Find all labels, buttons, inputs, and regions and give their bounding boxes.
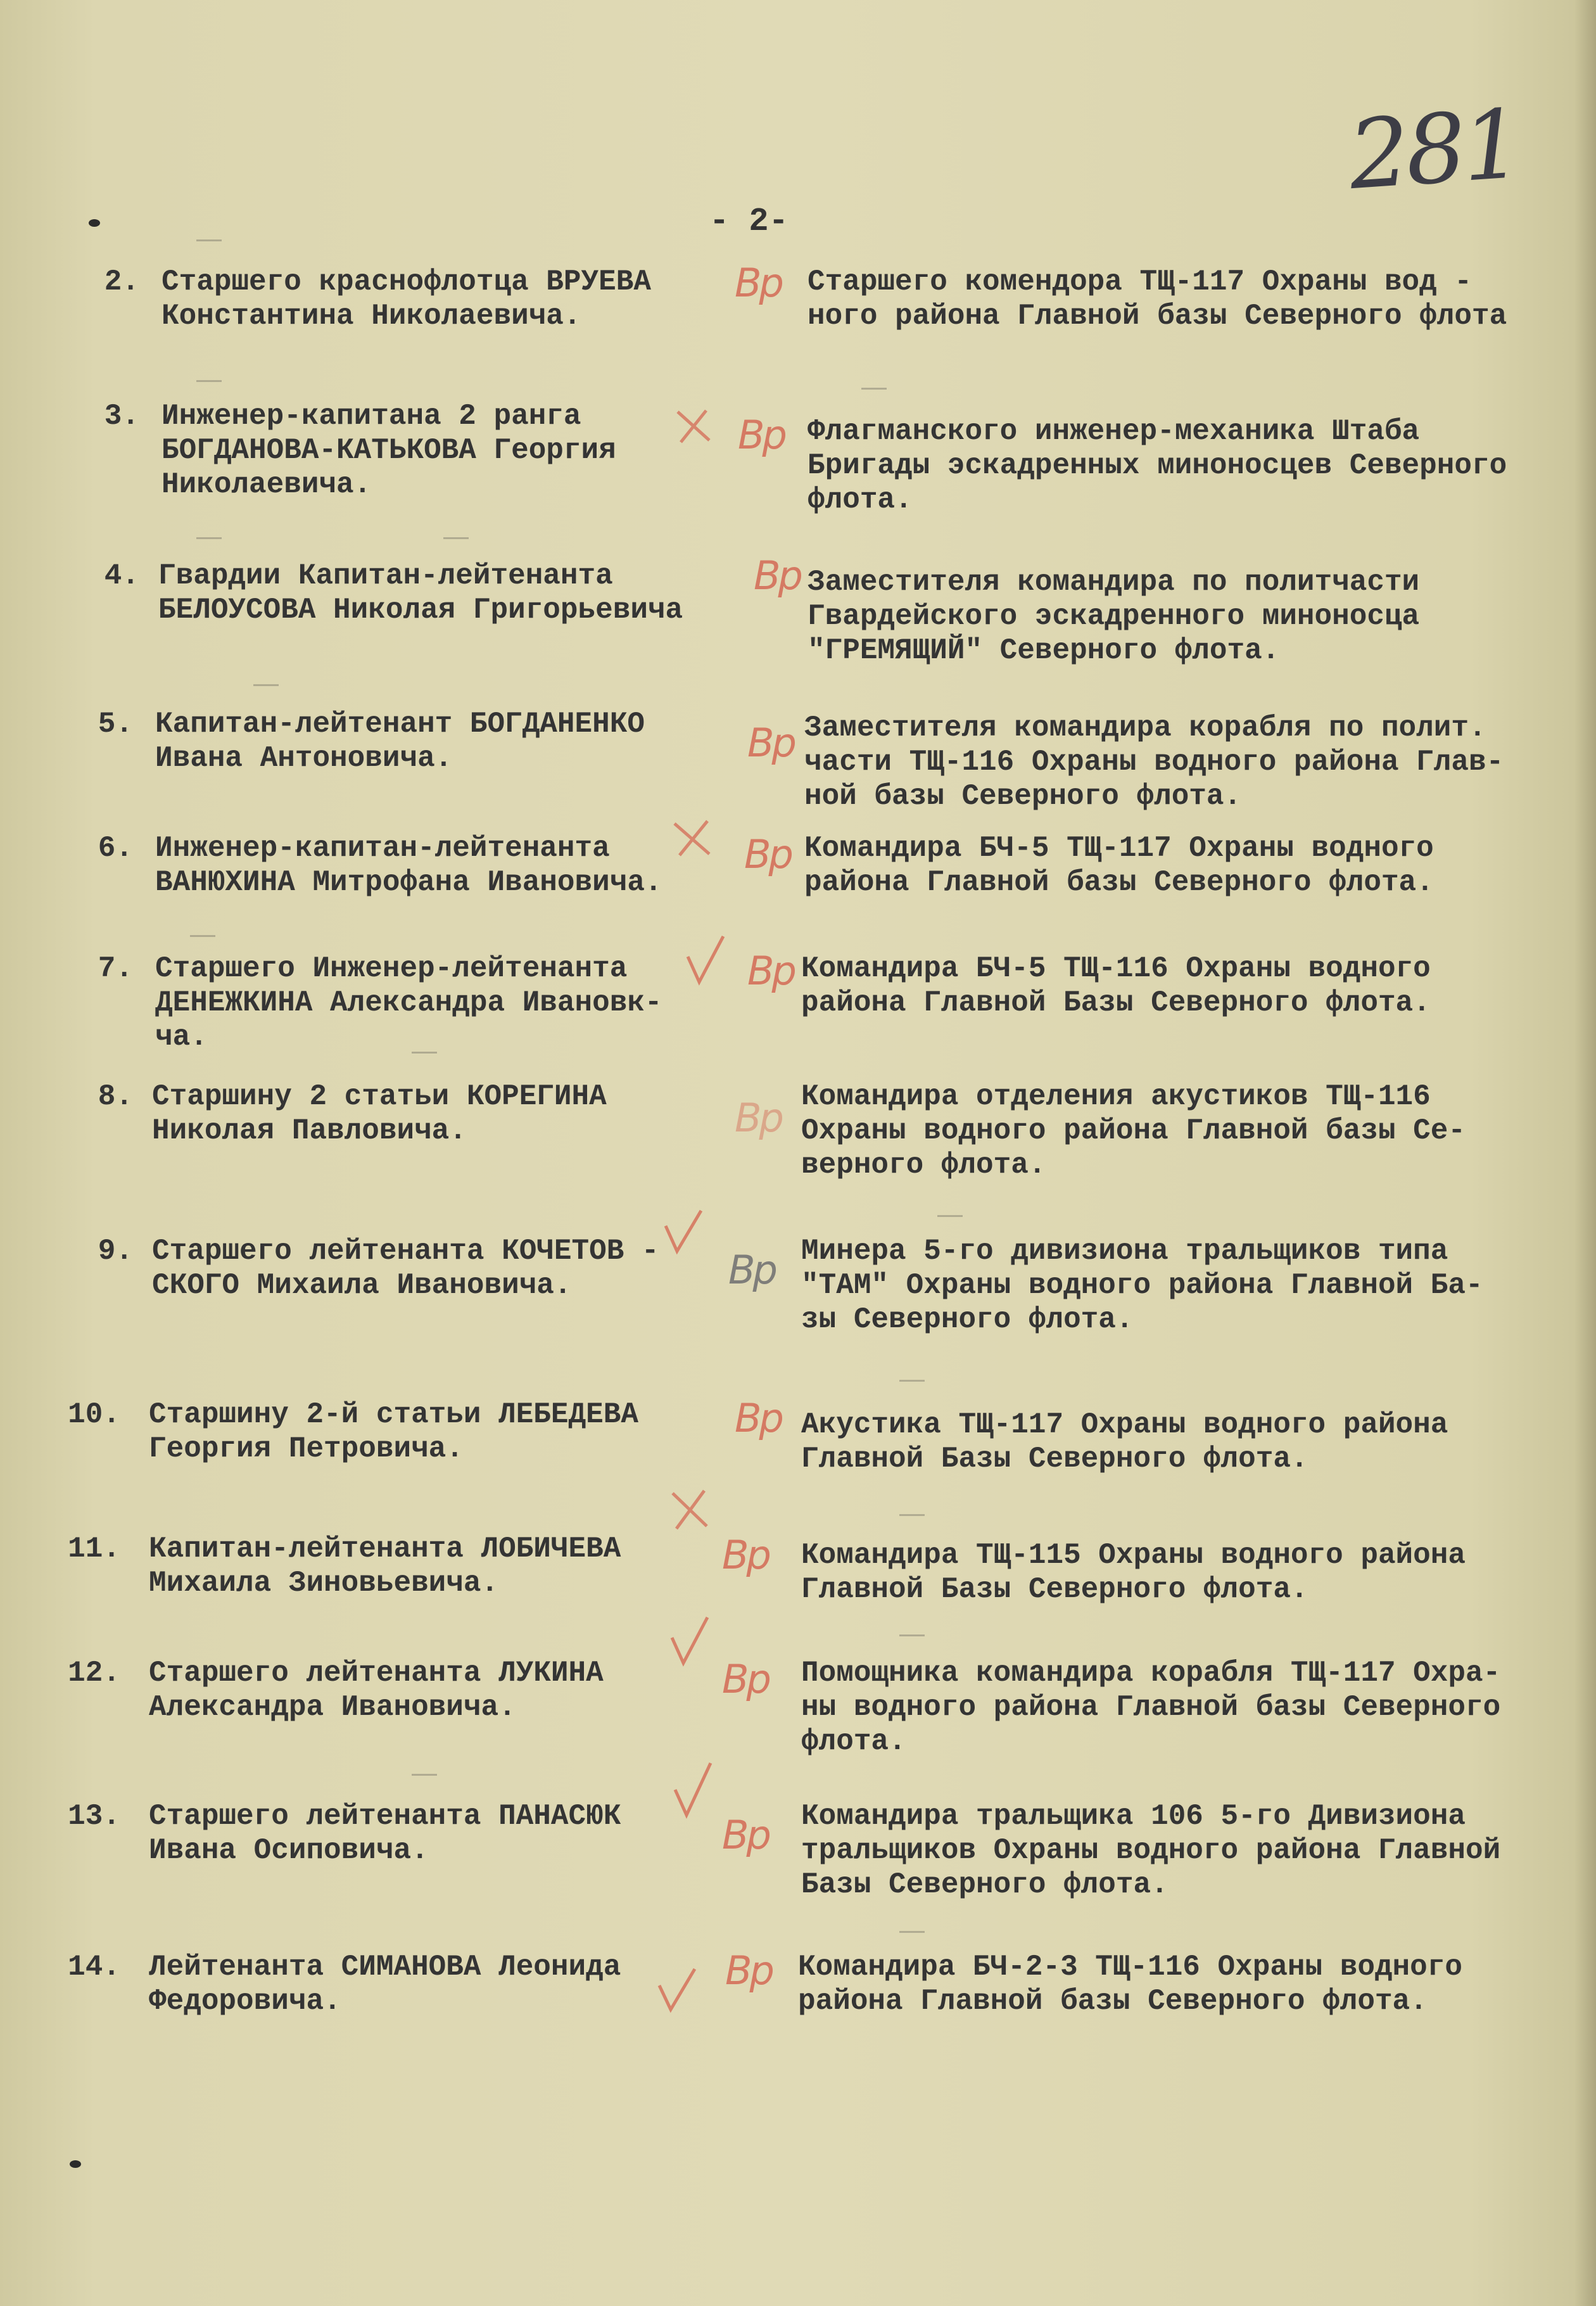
- separator: [412, 1774, 437, 1776]
- entry-number: 8.: [98, 1080, 133, 1113]
- approval-mark: Вр: [722, 1812, 769, 1858]
- entry-name: Лейтенанта СИМАНОВА Леонида Федоровича.: [149, 1951, 621, 2018]
- page-number: - 2-: [709, 203, 788, 240]
- entry-number: 14.: [68, 1951, 120, 1984]
- entry-number: 3.: [104, 400, 139, 433]
- entry-number: 9.: [98, 1235, 133, 1268]
- entry-name: Старшего Инженер-лейтенанта ДЕНЕЖКИНА Александра Ивановк- ча.: [155, 952, 662, 1054]
- approval-mark: Вр: [728, 1247, 775, 1293]
- separator: [899, 1380, 925, 1382]
- entry-position: Заместителя командира корабля по полит. части ТЩ-116 Охраны водного района Глав- ной базы Северного флота.: [804, 711, 1504, 813]
- approval-mark: Вр: [744, 831, 791, 877]
- cross-mark-icon: [671, 405, 716, 450]
- approval-mark: Вр: [735, 1095, 782, 1141]
- entry-name: Инженер-капитана 2 ранга БОГДАНОВА-КАТЬКОВА Георгия Николаевича.: [162, 400, 616, 501]
- entry-name: Инженер-капитан-лейтенанта ВАНЮХИНА Митрофана Ивановича.: [155, 832, 662, 899]
- entry-number: 12.: [68, 1657, 120, 1690]
- approval-mark: Вр: [747, 720, 794, 766]
- entry-number: 13.: [68, 1800, 120, 1833]
- separator: [196, 239, 222, 241]
- entry-position: Помощника командира корабля ТЩ-117 Охра- ны водного района Главной базы Северного флота.: [801, 1657, 1501, 1758]
- entry-number: 10.: [68, 1398, 120, 1431]
- check-mark-icon: [662, 1207, 706, 1258]
- entry-position: Минера 5-го дивизиона тральщиков типа "ТАМ" Охраны водного района Главной Ба- зы Северного флота.: [801, 1235, 1483, 1336]
- approval-mark: Вр: [725, 1947, 772, 1994]
- check-mark-icon: [656, 1964, 700, 2015]
- entry-position: Командира тральщика 106 5-го Дивизиона тральщиков Охраны водного района Главной Базы Северного флота.: [801, 1800, 1501, 1901]
- separator: [190, 935, 215, 937]
- approval-mark: Вр: [747, 948, 794, 994]
- check-mark-icon: [684, 931, 728, 988]
- entry-number: 11.: [68, 1532, 120, 1565]
- check-mark-icon: [671, 1758, 716, 1821]
- entry-number: 5.: [98, 708, 133, 741]
- separator: [443, 537, 469, 539]
- separator: [899, 1634, 925, 1636]
- check-mark-icon: [668, 1612, 712, 1669]
- approval-mark: Вр: [754, 552, 801, 599]
- entry-number: 4.: [104, 559, 139, 592]
- separator: [937, 1215, 963, 1217]
- entry-name: Капитан-лейтенант БОГДАНЕНКО Ивана Антоновича.: [155, 708, 645, 775]
- entry-position: Старшего комендора ТЩ-117 Охраны вод - ного района Главной базы Северного флота: [808, 265, 1507, 333]
- separator: [899, 1514, 925, 1516]
- entry-position: Флагманского инженер-механика Штаба Бригады эскадренных миноносцев Северного флота.: [808, 415, 1507, 516]
- entry-position: Командира БЧ-2-3 ТЩ-116 Охраны водного района Главной базы Северного флота.: [798, 1951, 1462, 2018]
- entry-name: Старшего лейтенанта ЛУКИНА Александра Ивановича.: [149, 1657, 604, 1724]
- entry-position: Заместителя командира по политчасти Гвардейского эскадренного миноносца "ГРЕМЯЩИЙ" Северного флота.: [808, 566, 1420, 667]
- entry-position: Командира БЧ-5 ТЩ-117 Охраны водного района Главной базы Северного флота.: [804, 832, 1434, 899]
- approval-mark: Вр: [735, 260, 782, 306]
- margin-mark: [70, 2160, 81, 2168]
- approval-mark: Вр: [735, 1395, 782, 1441]
- separator: [253, 684, 279, 686]
- cross-mark-icon: [668, 817, 719, 862]
- separator: [196, 537, 222, 539]
- entry-number: 6.: [98, 832, 133, 865]
- approval-mark: Вр: [722, 1532, 769, 1578]
- entry-number: 2.: [104, 265, 139, 298]
- margin-mark: [89, 219, 100, 227]
- entry-position: Акустика ТЩ-117 Охраны водного района Главной Базы Северного флота.: [801, 1408, 1448, 1475]
- entry-position: Командира ТЩ-115 Охраны водного района Главной Базы Северного флота.: [801, 1539, 1466, 1606]
- separator: [412, 1052, 437, 1054]
- approval-mark: Вр: [722, 1656, 769, 1702]
- entry-position: Командира отделения акустиков ТЩ-116 Охраны водного района Главной базы Се- верного флота.: [801, 1080, 1466, 1182]
- separator: [196, 380, 222, 382]
- entry-number: 7.: [98, 952, 133, 985]
- approval-mark: Вр: [738, 412, 785, 458]
- entry-name: Старшего лейтенанта ПАНАСЮК Ивана Осиповича.: [149, 1800, 621, 1867]
- entry-name: Старшего лейтенанта КОЧЕТОВ - СКОГО Михаила Ивановича.: [152, 1235, 659, 1302]
- entry-position: Командира БЧ-5 ТЩ-116 Охраны водного района Главной Базы Северного флота.: [801, 952, 1431, 1019]
- entry-name: Старшего краснофлотца ВРУЕВА Константина Николаевича.: [162, 265, 651, 333]
- separator: [899, 1931, 925, 1933]
- folio-number: 281: [1345, 89, 1523, 212]
- entry-name: Гвардии Капитан-лейтенанта БЕЛОУСОВА Николая Григорьевича: [158, 559, 683, 627]
- cross-mark-icon: [665, 1486, 716, 1536]
- entry-name: Капитан-лейтенанта ЛОБИЧЕВА Михаила Зиновьевича.: [149, 1532, 621, 1600]
- separator: [861, 388, 887, 390]
- entry-name: Старшину 2-й статьи ЛЕБЕДЕВА Георгия Петровича.: [149, 1398, 638, 1465]
- entry-name: Старшину 2 статьи КОРЕГИНА Николая Павловича.: [152, 1080, 607, 1147]
